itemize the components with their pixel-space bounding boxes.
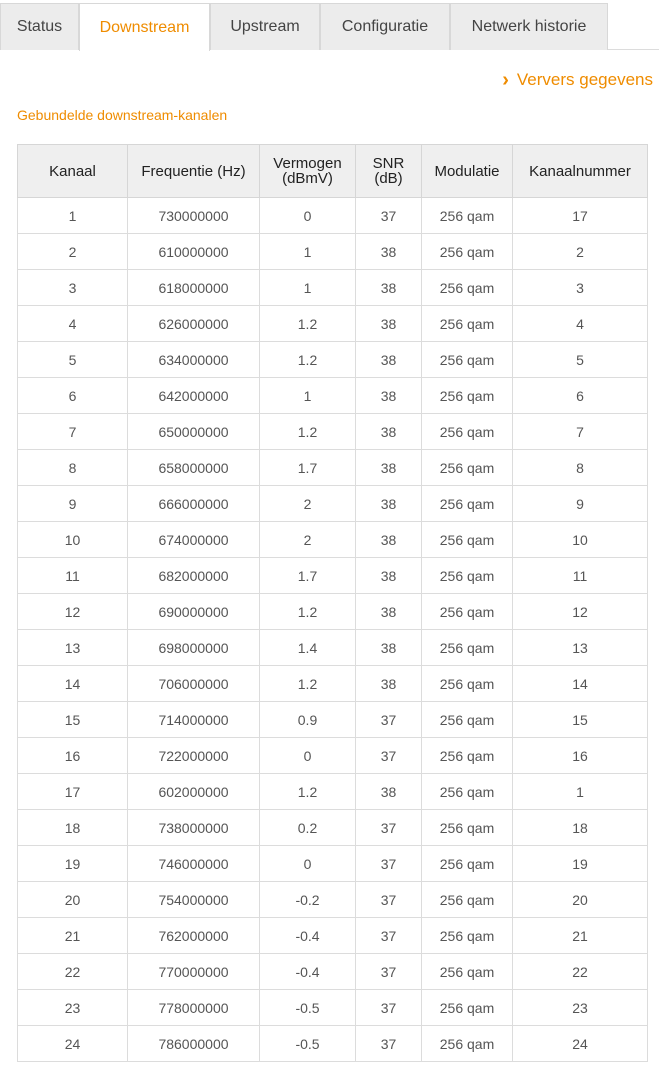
cell-modulatie: 256 qam	[422, 954, 513, 990]
cell-kanaalnummer: 2	[513, 234, 648, 270]
cell-modulatie: 256 qam	[422, 342, 513, 378]
cell-snr: 38	[356, 234, 422, 270]
cell-kanaal: 15	[18, 702, 128, 738]
cell-snr: 38	[356, 522, 422, 558]
cell-kanaalnummer: 22	[513, 954, 648, 990]
cell-kanaalnummer: 3	[513, 270, 648, 306]
table-row	[18, 522, 648, 558]
cell-kanaal: 10	[18, 522, 128, 558]
cell-modulatie: 256 qam	[422, 522, 513, 558]
table-row	[18, 954, 648, 990]
cell-frequentie: 762000000	[128, 918, 260, 954]
cell-kanaal: 21	[18, 918, 128, 954]
cell-vermogen: 0	[260, 846, 356, 882]
cell-vermogen: 1	[260, 234, 356, 270]
cell-kanaalnummer: 12	[513, 594, 648, 630]
cell-modulatie: 256 qam	[422, 306, 513, 342]
cell-frequentie: 610000000	[128, 234, 260, 270]
cell-frequentie: 770000000	[128, 954, 260, 990]
cell-snr: 37	[356, 738, 422, 774]
cell-kanaal: 17	[18, 774, 128, 810]
cell-kanaalnummer: 7	[513, 414, 648, 450]
cell-kanaalnummer: 16	[513, 738, 648, 774]
cell-vermogen: 1.2	[260, 342, 356, 378]
tab-bar	[0, 0, 659, 50]
header-kanaal: Kanaal	[18, 145, 128, 198]
cell-vermogen: 2	[260, 522, 356, 558]
cell-vermogen: -0.4	[260, 954, 356, 990]
cell-kanaalnummer: 13	[513, 630, 648, 666]
table-row	[18, 234, 648, 270]
table-row	[18, 198, 648, 234]
cell-frequentie: 682000000	[128, 558, 260, 594]
cell-modulatie: 256 qam	[422, 450, 513, 486]
cell-kanaalnummer: 9	[513, 486, 648, 522]
cell-vermogen: 1.7	[260, 558, 356, 594]
cell-vermogen: 1.2	[260, 774, 356, 810]
cell-snr: 38	[356, 450, 422, 486]
cell-snr: 37	[356, 990, 422, 1026]
cell-modulatie: 256 qam	[422, 738, 513, 774]
chevron-right-icon: ›	[502, 69, 509, 91]
cell-frequentie: 626000000	[128, 306, 260, 342]
cell-frequentie: 778000000	[128, 990, 260, 1026]
cell-snr: 38	[356, 486, 422, 522]
cell-vermogen: -0.2	[260, 882, 356, 918]
table-row	[18, 918, 648, 954]
cell-vermogen: -0.4	[260, 918, 356, 954]
cell-modulatie: 256 qam	[422, 918, 513, 954]
cell-modulatie: 256 qam	[422, 270, 513, 306]
cell-kanaal: 24	[18, 1026, 128, 1062]
tab-netwerk-historie[interactable]: Netwerk historie	[450, 3, 608, 50]
cell-kanaalnummer: 11	[513, 558, 648, 594]
cell-frequentie: 634000000	[128, 342, 260, 378]
cell-kanaalnummer: 19	[513, 846, 648, 882]
cell-vermogen: 1	[260, 270, 356, 306]
cell-frequentie: 706000000	[128, 666, 260, 702]
cell-kanaal: 7	[18, 414, 128, 450]
cell-snr: 37	[356, 702, 422, 738]
cell-kanaal: 2	[18, 234, 128, 270]
cell-kanaalnummer: 1	[513, 774, 648, 810]
cell-kanaal: 19	[18, 846, 128, 882]
cell-frequentie: 754000000	[128, 882, 260, 918]
cell-snr: 38	[356, 414, 422, 450]
cell-snr: 38	[356, 558, 422, 594]
cell-kanaal: 23	[18, 990, 128, 1026]
cell-kanaal: 18	[18, 810, 128, 846]
cell-modulatie: 256 qam	[422, 378, 513, 414]
cell-kanaalnummer: 6	[513, 378, 648, 414]
cell-kanaal: 5	[18, 342, 128, 378]
tab-upstream[interactable]: Upstream	[210, 3, 320, 50]
table-row	[18, 738, 648, 774]
cell-frequentie: 674000000	[128, 522, 260, 558]
cell-frequentie: 650000000	[128, 414, 260, 450]
cell-vermogen: 1.2	[260, 666, 356, 702]
table-row	[18, 306, 648, 342]
cell-frequentie: 698000000	[128, 630, 260, 666]
cell-snr: 37	[356, 954, 422, 990]
table-row	[18, 450, 648, 486]
cell-vermogen: 0	[260, 198, 356, 234]
cell-snr: 38	[356, 342, 422, 378]
cell-modulatie: 256 qam	[422, 198, 513, 234]
tab-downstream[interactable]: Downstream	[79, 3, 210, 51]
cell-vermogen: 1.2	[260, 414, 356, 450]
table-row	[18, 486, 648, 522]
cell-vermogen: 1.2	[260, 594, 356, 630]
cell-modulatie: 256 qam	[422, 558, 513, 594]
tab-configuratie[interactable]: Configuratie	[320, 3, 450, 50]
cell-snr: 37	[356, 882, 422, 918]
cell-snr: 37	[356, 810, 422, 846]
table-row	[18, 846, 648, 882]
tab-status[interactable]: Status	[0, 3, 79, 50]
cell-modulatie: 256 qam	[422, 630, 513, 666]
cell-kanaalnummer: 15	[513, 702, 648, 738]
table-row	[18, 774, 648, 810]
cell-snr: 38	[356, 666, 422, 702]
cell-vermogen: 1.7	[260, 450, 356, 486]
cell-kanaal: 20	[18, 882, 128, 918]
header-vermogen: Vermogen (dBmV)	[260, 145, 356, 198]
cell-modulatie: 256 qam	[422, 1026, 513, 1062]
cell-snr: 38	[356, 774, 422, 810]
cell-frequentie: 658000000	[128, 450, 260, 486]
cell-vermogen: 2	[260, 486, 356, 522]
cell-kanaal: 1	[18, 198, 128, 234]
cell-kanaal: 16	[18, 738, 128, 774]
cell-modulatie: 256 qam	[422, 486, 513, 522]
table-row	[18, 342, 648, 378]
cell-kanaal: 8	[18, 450, 128, 486]
cell-snr: 37	[356, 846, 422, 882]
table-row	[18, 990, 648, 1026]
cell-kanaalnummer: 18	[513, 810, 648, 846]
cell-kanaalnummer: 10	[513, 522, 648, 558]
cell-kanaal: 13	[18, 630, 128, 666]
header-snr: SNR (dB)	[356, 145, 422, 198]
cell-frequentie: 618000000	[128, 270, 260, 306]
cell-kanaalnummer: 20	[513, 882, 648, 918]
table-row	[18, 414, 648, 450]
table-row	[18, 882, 648, 918]
cell-modulatie: 256 qam	[422, 846, 513, 882]
cell-kanaal: 11	[18, 558, 128, 594]
cell-modulatie: 256 qam	[422, 666, 513, 702]
cell-kanaalnummer: 14	[513, 666, 648, 702]
cell-modulatie: 256 qam	[422, 414, 513, 450]
cell-frequentie: 730000000	[128, 198, 260, 234]
cell-kanaalnummer: 21	[513, 918, 648, 954]
cell-kanaal: 22	[18, 954, 128, 990]
cell-vermogen: 1.2	[260, 306, 356, 342]
cell-vermogen: 1	[260, 378, 356, 414]
cell-kanaalnummer: 8	[513, 450, 648, 486]
section-title: Gebundelde downstream-kanalen	[17, 107, 228, 123]
refresh-link[interactable]	[502, 68, 653, 92]
cell-kanaalnummer: 17	[513, 198, 648, 234]
cell-modulatie: 256 qam	[422, 234, 513, 270]
cell-kanaalnummer: 24	[513, 1026, 648, 1062]
cell-modulatie: 256 qam	[422, 594, 513, 630]
table-row	[18, 558, 648, 594]
cell-vermogen: -0.5	[260, 1026, 356, 1062]
cell-frequentie: 738000000	[128, 810, 260, 846]
cell-modulatie: 256 qam	[422, 810, 513, 846]
table-row	[18, 270, 648, 306]
cell-snr: 38	[356, 270, 422, 306]
cell-frequentie: 642000000	[128, 378, 260, 414]
cell-kanaalnummer: 23	[513, 990, 648, 1026]
cell-kanaal: 9	[18, 486, 128, 522]
cell-snr: 38	[356, 306, 422, 342]
header-kanaalnummer: Kanaalnummer	[513, 145, 648, 198]
cell-snr: 37	[356, 198, 422, 234]
cell-vermogen: 0	[260, 738, 356, 774]
table-row	[18, 378, 648, 414]
cell-frequentie: 722000000	[128, 738, 260, 774]
cell-snr: 38	[356, 630, 422, 666]
cell-snr: 37	[356, 1026, 422, 1062]
table-row	[18, 630, 648, 666]
cell-snr: 37	[356, 918, 422, 954]
table-row	[18, 702, 648, 738]
cell-frequentie: 714000000	[128, 702, 260, 738]
cell-modulatie: 256 qam	[422, 990, 513, 1026]
cell-kanaal: 14	[18, 666, 128, 702]
cell-frequentie: 746000000	[128, 846, 260, 882]
cell-modulatie: 256 qam	[422, 882, 513, 918]
table-row	[18, 1026, 648, 1062]
cell-modulatie: 256 qam	[422, 702, 513, 738]
cell-frequentie: 690000000	[128, 594, 260, 630]
cell-kanaal: 12	[18, 594, 128, 630]
cell-kanaal: 3	[18, 270, 128, 306]
header-frequentie: Frequentie (Hz)	[128, 145, 260, 198]
table-row	[18, 594, 648, 630]
cell-frequentie: 786000000	[128, 1026, 260, 1062]
cell-kanaal: 4	[18, 306, 128, 342]
cell-kanaal: 6	[18, 378, 128, 414]
cell-vermogen: 0.9	[260, 702, 356, 738]
cell-frequentie: 602000000	[128, 774, 260, 810]
cell-snr: 38	[356, 594, 422, 630]
cell-vermogen: -0.5	[260, 990, 356, 1026]
cell-snr: 38	[356, 378, 422, 414]
cell-frequentie: 666000000	[128, 486, 260, 522]
cell-kanaalnummer: 4	[513, 306, 648, 342]
table-row	[18, 810, 648, 846]
downstream-table	[17, 144, 648, 1062]
table-row	[18, 666, 648, 702]
cell-modulatie: 256 qam	[422, 774, 513, 810]
table-header-row	[18, 145, 648, 198]
cell-vermogen: 1.4	[260, 630, 356, 666]
cell-vermogen: 0.2	[260, 810, 356, 846]
cell-kanaalnummer: 5	[513, 342, 648, 378]
header-modulatie: Modulatie	[422, 145, 513, 198]
refresh-label: Ververs gegevens	[516, 70, 653, 89]
